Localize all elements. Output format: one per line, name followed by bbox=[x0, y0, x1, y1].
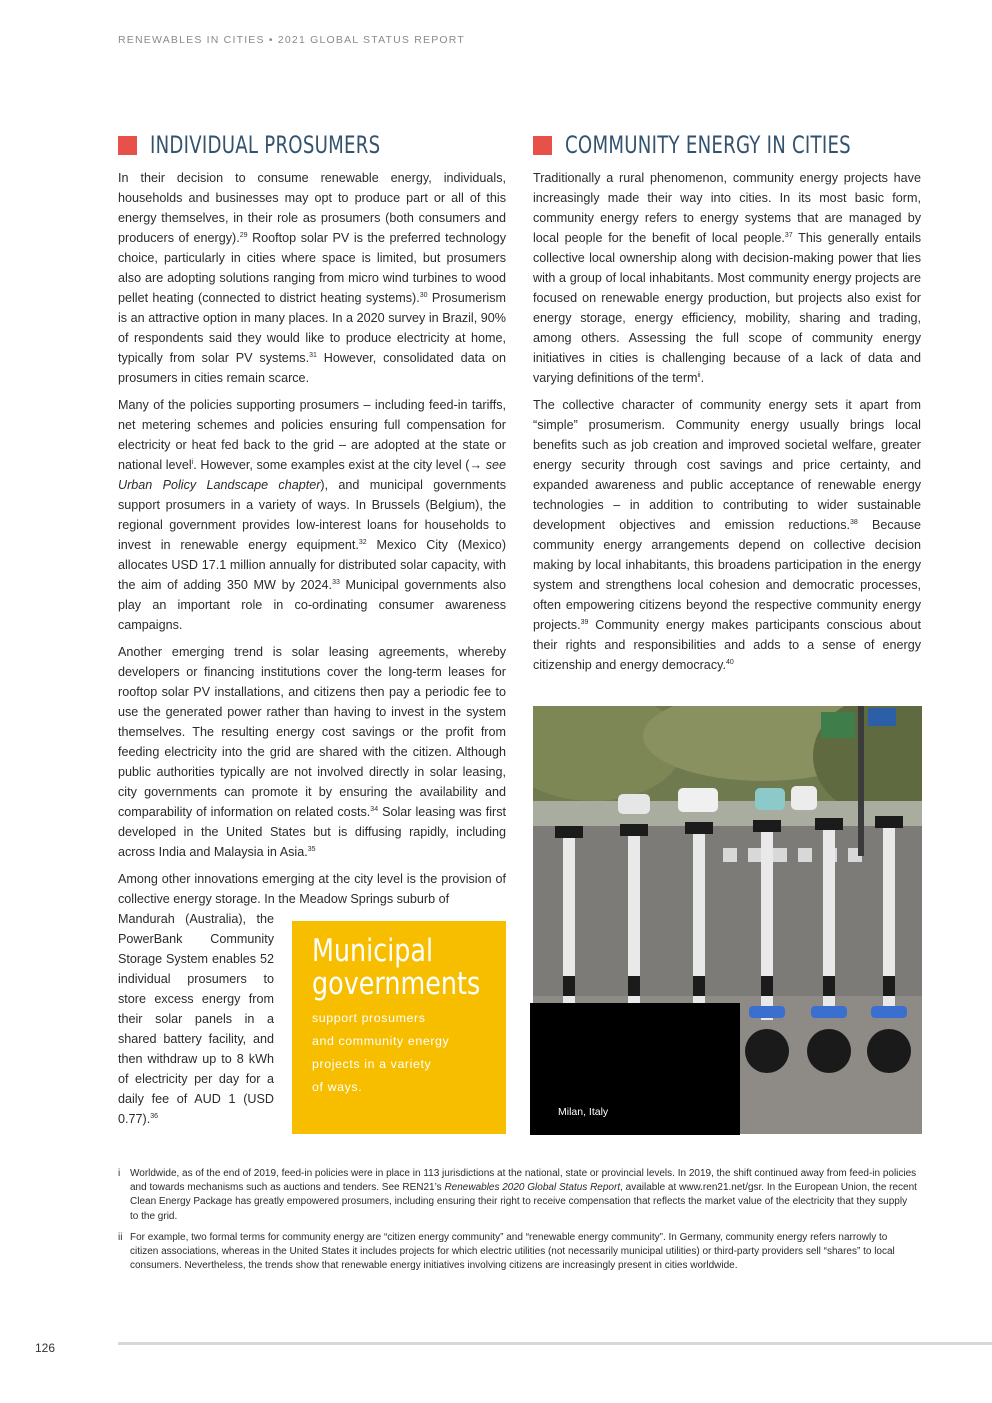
paragraph: Traditionally a rural phenomenon, community energy projects have increasingly made their way into cities. In its most basic form, community energy refers to energy systems that are managed by local people for the benefit of local people.$^{37}$ This generally entails collective local ownership along with decision-making power that lies with a group of local inhabitants. Most community energy projects are focused on renewable energy production, but projects also exist for energy storage, energy efficiency, mobility, sharing and trading, among others. Assessing the full scope of community energy initiatives in cities is challenging because of a lack of data and varying definitions of the term$^{ii}$. bbox=[533, 171, 921, 385]
section-heading-community-energy bbox=[533, 130, 921, 160]
endnote-ref[interactable]: 33 bbox=[332, 578, 340, 586]
paragraph: Among other innovations emerging at the city level is the provision of collective energy storage. In the Meadow Springs suburb of bbox=[118, 872, 506, 906]
footnote: ii For example, two formal terms for community energy are “citizen energy community” and “renewable energy community”. In Germany, community energy refers narrowly to citizen associations, whereas in the United States it includes projects for which electric utilities (not necessarily municipal utilities) or third-party providers sell “shares” to local consumers. Nevertheless, the trends show that renewable energy initiatives involving citizens are increasingly present in cities worldwide. bbox=[118, 1231, 895, 1272]
section-title: COMMUNITY ENERGY IN CITIES bbox=[565, 131, 851, 159]
pull-quote-callout bbox=[292, 921, 506, 1134]
callout-headline: Municipal governments bbox=[312, 933, 481, 1002]
left-column bbox=[118, 130, 506, 916]
footer-rule bbox=[118, 1342, 992, 1345]
endnote-ref[interactable]: 40 bbox=[725, 658, 734, 666]
footnotes bbox=[118, 1167, 918, 1280]
endnote-ref[interactable]: 39 bbox=[580, 618, 589, 626]
endnote-ref[interactable]: 34 bbox=[370, 805, 379, 813]
heading-square-icon bbox=[533, 136, 552, 155]
paragraph: In their decision to consume renewable energy, individuals, households and businesses may opt to produce part or all of this energy themselves, in their role as prosumers (both consumers and producers of energy).$^{29}$ Rooftop solar PV is the preferred technology choice, particularly in cities where space is limited, but prosumers also are adopting solutions ranging from micro wind turbines to wood pellet heating (connected to district heating systems).$^{30}$ Prosumerism is an attractive option in many places. In a 2020 survey in Brazil, 90% of respondents said they would like to produce electricity at home, typically from solar PV systems.$^{31}$ However, consolidated data on prosumers in cities remain scarce. bbox=[118, 171, 507, 385]
paragraph: Many of the policies supporting prosumers – including feed-in tariffs, net metering schemes and policies ensuring full compensation for electricity or heat fed back to the grid – are adopted at the state or national level$^i$. However, some examples exist at the city level (→ see Urban Policy Landscape chapter), and municipal governments support prosumers in a variety of ways. In Brussels (Belgium), the regional government provides low-interest loans for households to invest in renewable energy equipment.$^{32}$ Mexico City (Mexico) allocates USD 17.1 million annually for distributed solar capacity, with the aim of adding 350 MW by 2024.33 Municipal governments also play an important role in co-ordinating consumer awareness campaigns. bbox=[118, 398, 507, 632]
heading-square-icon bbox=[118, 136, 137, 155]
callout-text: support prosumers and community energy projects in a variety of ways. bbox=[312, 1011, 450, 1094]
running-header: RENEWABLES IN CITIES • 2021 GLOBAL STATUS REPORT bbox=[118, 34, 465, 46]
endnote-ref[interactable]: 36 bbox=[150, 1112, 159, 1120]
page-number: 126 bbox=[35, 1341, 56, 1355]
endnote-ref[interactable]: 38 bbox=[850, 518, 858, 526]
endnote-ref[interactable]: 29 bbox=[239, 231, 248, 239]
section-title: INDIVIDUAL PROSUMERS bbox=[150, 131, 381, 159]
paragraph-continued: Mandurah (Australia), the PowerBank Community Storage System enables 52 individual prosumers to store excess energy from their solar panels in a shared battery facility, and then withdraw up to 8 kWh of electricity per day for a daily fee of AUD 1 (USD 0.77).$^{36}$ bbox=[118, 912, 274, 1126]
right-column bbox=[533, 130, 921, 682]
footnote-ref[interactable]: i bbox=[191, 458, 194, 466]
footnote: i Worldwide, as of the end of 2019, feed-in policies were in place in 113 jurisdictions at the national, state or provincial levels. In 2019, the shift continued away from feed-in policies and towards mechanisms such as auctions and tenders. See REN21’s Renewables 2020 Global Status Report, available at www.ren21.net/gsr. In the European Union, the recent Clean Energy Package has greatly empowered prosumers, including ensuring their right to receive compensation that reflects the market value of the electricity that they supply to the grid. bbox=[118, 1168, 917, 1222]
endnote-ref[interactable]: 35 bbox=[307, 845, 316, 853]
chapter-link[interactable]: → see Urban Policy Landscape chapter bbox=[118, 458, 506, 492]
endnote-ref[interactable]: 37 bbox=[784, 231, 793, 239]
paragraph: Another emerging trend is solar leasing agreements, whereby developers or financing institutions cover the long-term leases for rooftop solar PV installations, and citizens then pay a periodic fee to use the generated power rather than having to invest in the system themselves. The resulting energy cost savings or the profit from feeding electricity into the grid are shared with the citizen. Although public authorities typically are not involved directly in solar leasing, city governments can promote it by ensuring the availability and comparability of information on related costs.$^{34}$ Solar leasing was first developed in the United States but is diffusing rapidly, including across India and Malaysia in Asia.$^{35}$ bbox=[118, 645, 506, 859]
endnote-ref[interactable]: 30 bbox=[419, 291, 428, 299]
section-heading-individual-prosumers bbox=[118, 130, 506, 160]
photo-caption: Milan, Italy bbox=[558, 1106, 609, 1118]
photo-caption-box bbox=[530, 1003, 740, 1135]
footnote-ref[interactable]: ii bbox=[697, 371, 701, 379]
paragraph: The collective character of community energy sets it apart from “simple” prosumerism. Community energy usually brings local benefits such as job creation and improved societal welfare, greater energy security through cost savings and price certainty, and expanded awareness and public acceptance of renewable energy technologies – in addition to contributing to wider sustainable development objectives and emission reductions.$^{38}$ Because community energy arrangements depend on collective decision making by local inhabitants, this broadens participation in the energy system and strengthens local cohesion and democratic processes, often empowering citizens beyond the respective community energy projects.$^{39}$ Community energy makes participants conscious about their rights and responsibilities and adds to a sense of energy citizenship and energy democracy.$^{40}$ bbox=[533, 398, 921, 672]
endnote-ref[interactable]: 32 bbox=[358, 538, 367, 546]
endnote-ref[interactable]: 31 bbox=[309, 351, 317, 359]
